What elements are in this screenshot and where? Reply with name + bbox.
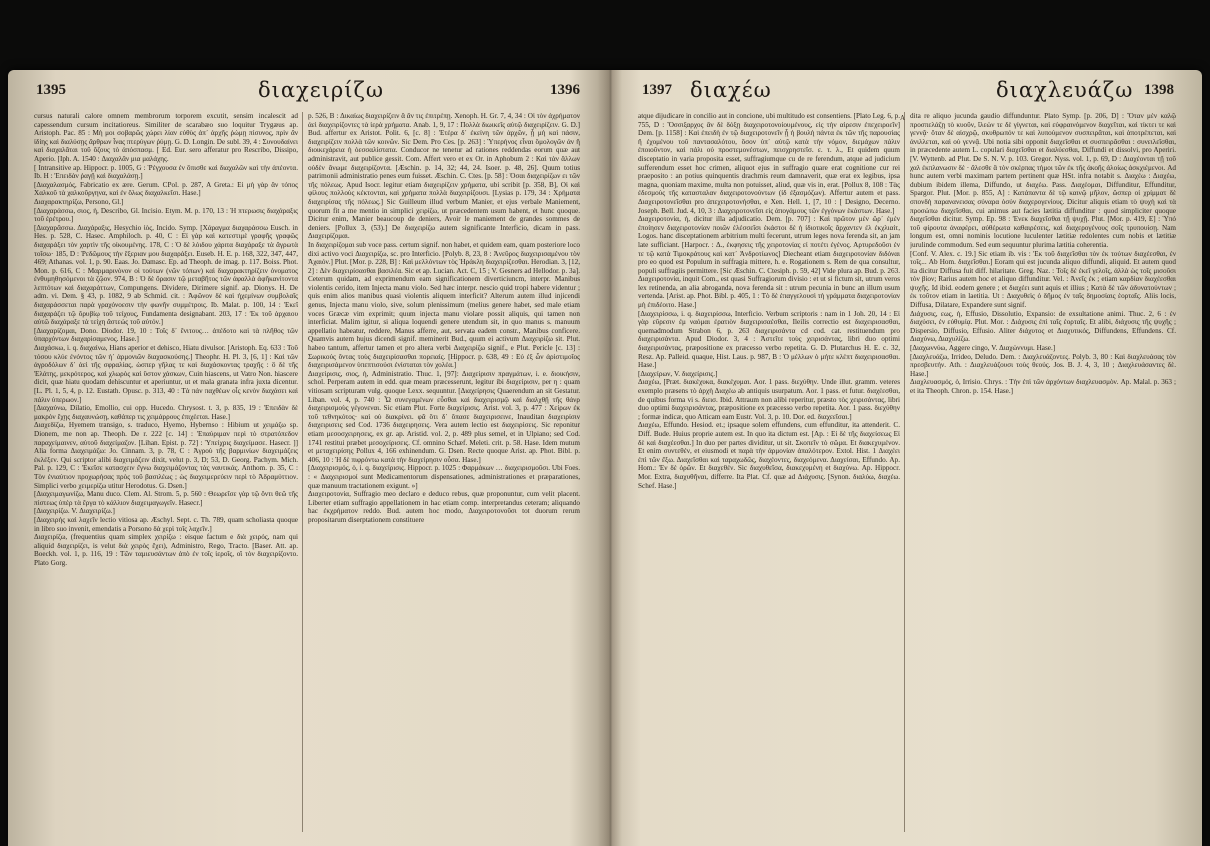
- entry-paragraph: p. 526, B : Δικαίως διαχειρίζειν ἃ ἂν τις ἐπιτρέπῃ. Xenoph. H. Gr. 7, 4, 34 : Οἱ τὸν ἀχρήματον ἀεὶ διαχειρίζοντες τὰ ἱερὰ χρήματα. Anab. 1, 9, 17 : Πολλὰ διωικεῖς αὐτῷ διαχειρίζειν. G. D.] Bud. affertur ex Aristot. Polit. 6, [c. 8] : Ἑτέρα δ᾽ ἐκείνη τῶν ἀρχῶν, ᾗ μὴ καὶ πάσιν, διαχειρίζειν πολλὰ τῶν κοινῶν. Sic Dem. Pro Ces. [p. 263] : Ὑπερήνος εἶναι ὅμολογῶν ἀν ἢ διοικεχάρεια ἡ ὀεσσαλίστατα. Conducor ne tenetur ad rationes reddendas eorum quæ aut administravit, aut publice gessit. Com. Affert vero et ex Or. in Aphobum 2 : Καὶ τὰν ἄλλων οὐδὲν ἄνωμε διαχειρίζοντα. [Æschin. p. 14, 32; 44, 24. Isoer. p. 48, 26]. Quum totius patrimonii administratio penes eum fuisset. Æschin. C. Ctes. [p. 58] : Ὁσαι διαχειρίζων ει τῶν τῆς πόλεως. Apud Isocr. legitur etiam διαχειρίζειν χρήματα, ubi scribit [p. 358, B], Οἱ καὶ φίλους πολλοὺς κέκτονται, καὶ χρήματα πολλὰ διαχειρίζουσι. [Lysias p. 179, 34 : Χρήματα διαχειρίσας τῆς πόλεως.] Sic Guilleum illud verbum Manier, et ejus verbale Maniement, quorum fit a me mentio in simplici χειρίζω, ut præcedentem usum habent, et hunc quoque. Dicitur enim, Manier beaucoup de deniers, Avoir le maniement de grandes sommes de deniers. [Pollux 3, (53).] De διαχειρίζω autem significante Interficio, dicam in pass. Διαχειρίζομαι.: [308, 112, 580, 241]
- entry-paragraph: Διαχείρισις, σιος, ἡ, Administratio. Thuc. 1, [97]: Διαχείρισιν πραγμάτων, i. e. διοικήσιν, schol. Perperam autem in edd. quæ meam præcesserunt, legitur ibi διαχείρισιν, per η : quam vitiosam scripturam vulg. quoque Lexx. sequuntur. [Διαχείρησις Quaerendum an sit Gestatur. Liban. vol. 4, p. 740 : Ὦ συνεγαμένων εὖσθαι καὶ διαχειρισμῷ καὶ διαλχθῇ τῆς θάνρ διαχειρισμοὺς γέγονεναι. Sic etiam Plut. Forte διαχείρισις. Arist. vol. 3, p. 477 : Χείρων ἐκ τοῦ τεθνηκότος· καὶ οὐ διακρίνει. φᾶ ὅτι δ᾽ ὄπασε διαχειρισεινε, Inauditan διαχειρίσιν διαχειρισεις sed Cod. 1736 διαχειρησεις. Vera autem lectio est διαχειρίσεις. Sic reponitur etiam μεσοσχειρησεις, ex gr. ap. Aristid. vol. 2, p. 489 plus semel, et in Ulpiano; sed Cod. 1741 restitui præbet μεσοχείρισεις. Cf. omnino Schæf. Meleti. crit. p. 58. Hase. Idem mutum et μεταχειρίσης Pollux 4, 166 exhinendum. G. Dsen. Recte quoque Arist. ap. Phot. Bibl. p. 406, 10 : Ἡ δὲ πιφρόντω κατὰ τὴν διαχείρησιν οὖσα. Hase.]: [308, 369, 580, 464]
- right-page-header: [634, 78, 1182, 108]
- entry-paragraph: dita re aliquo jucunda gaudio diffunduntur. Plato Symp. [p. 206, D] : Ὅταν μὲν καλῷ προσπελάζῃ τὸ κυοῦν, ἵλεών τε δὲ γίγνεται, καὶ εὐφραινόμενον διαχεῖται, καὶ τίκτει τε καὶ γεννᾷ· ὅταν δὲ αἰσχρῷ, σκυθρωπόν τε καὶ λυπούμενον συσπειρᾶται, καὶ ἀποτρέπεται, καὶ ἀνιλλεται, καὶ οὐ γεννᾷ. Ubi notia sibi opponit διαχεῖσθαι et συσπειρᾶσθαι : συνειλεῖσθαι, in præcedente autem L. copulari διαχεῖσθαι et διαλύεσθαι, Diffundi et dissolvi, pro Aperiri. [V. Wyttenb. ad Plut. De S. N. V. p. 103. Gregor. Nyss. vol. 1, p. 69, D : Διαχέονται τῇ τοῦ χαλ ἐκπλανωσιν δὲ · ἄλεσθε ἃ τὸν σκέρπας τήμοι τῶν ἐκ τῆς ἀκοῆς ἀλοίως ἀσκχιέμενοι. Ad hunc autem verbi maximam partem pertinent quæ HSt. infra notabit s. Διαχέω : Διαχέω, dubium ibidem illema, Diffundo, ut διαχέω. Pass. Διαχέομαι, Diffunditur, Effunditur, Spargor. Plut. [Mor. p. 855, A] : Κατάπαντα δὲ τῷ καινῷ μῆλον, ὥσπερ οἱ χρίμματ δὲ σπονδὴ παρανανεισας σύναρα ὁσύν διαχερογενίους. Dicitur aliquis etiam τὸ ψυχὴ καὶ τὰ προσώπω διαχεῖσθαι, cui animus aut facies lætitia diffunditur : quod simpliciter quoque διαχεῖσθαι dicitur. Symp. Ep. 98 : Ἐνεκ διαχεῖσθαι τῇ ψυχῇ. Plut. [Mor. p. 419, E] : Ὑπό τοῦ φίρουτα ἀναφέρει, αὐθέρωτα καθαιρέσεις, καὶ διαχερογένους σοῖς τρυπουίσῃ. Nam longum est, omni nominis locutione luculenter lætitiæ redolentes cum nobis et lætitiæ jurulinde commodum. Sed eum sequuntur plurima lætitia coherentia.: [910, 112, 1176, 249]
- entry-paragraph: atque dijudicare in concilio aut in concione, ubi multitudo est consentiens. [Plato Leg. 6, p. 755, D : Ὅσσιξαρχος ἂν δὲ δόξῃ διαχειροτονοίουμένους, εἰς τὴν αἱρεσιν ἐπεχειροεῖν] Dem. [p. 1158] : Καὶ ἐπειδὴ ἐν τῷ διαχειροτονεῖν ᾖ ἡ βουλὴ πάντα ἐκ τῶν τῆς παρουσίας ἢ ἐχομένου τοῦ παντασαλότου, ὅσον ὑπ᾽ αὐτῷ κατὰ τὴν νόμον, διεμάχων πάλιν ἐποιοῦντον, καὶ πάλι οὐ προστεμονέστων, πεισχρηστεῖσ. ε. τ. λ., Et quidem quum disceptatio in varia proposita esset, suffragiumque cu de re ferendum, atque ad judicium sufferendum esset hoc crimen, aliquot ejus in suffragio quare erat cognitione cur rei praeposito : an potius quinquentis drachmis reum damnaverit, quæ erat ex legibus, ipsa magna, quoniam maxime, multa non potuisset, aliud, quæ vis in, erat. [Pollux 8, 108 : Τὰς ἐδεσμοὺς τῆς κατασταλαν διαχειροτονούντων (ἰδ ἐξασμόζων). Affertur autem et pass. Διαχειροτονεῖσθαι pro ἀπεχειροτονήσθαι, e Xen. Hell. 1, [7, 10 : [ Designo, Decerno. Joseph. Bell. Jud. 4, 10, 3 : Διαχειροτονεῖσι εἰς ἀπογάμους τῶν ἐγγόνων ἑκάστων. Hase.]: [638, 112, 900, 215]
- book-gutter: [598, 70, 622, 846]
- entry-paragraph: [Διαχειρής καὶ λαχεῖν lectio vitiosa ap. Æschyl. Sept. c. Th. 789, quam scholiasta quoque in libro suo invenit, emendatis a Porsono δὰ χερὶ τοῖς λαχεῖν.]: [34, 515, 298, 533]
- entry-paragraph: [Διαχείρων, V. διαχείρισις.]: [638, 369, 718, 378]
- entry-paragraph: Διαχειρίζω, (frequentius quam simplex χειρίζω : eisque factum e διὰ χειρός, nam qui aliquid διαχειρίζει, is velut διὰ χειρὸς ἔχει), Administro, Rego, Tracto. [Baser. Att. ap. Boeckh. vol. 1, p. 116, 19 : Τῶν ταμιευσάντων ἀπὸ ἐν τοῖς ἱεροῖς, οἳ τὸν διαχειρίζοντο. Plato Gorg.: [34, 533, 298, 567]
- page-number: 1396: [550, 82, 580, 98]
- right-column-b: [910, 112, 1176, 838]
- entry-paragraph: [Διαχειμαγωνίζω, Manu duco. Clem. Al. Strom. 5, p. 560 : Θεωρεῖσε γὰρ τῷ ὄντι θεῶ τῆς πίστεως ὑπὲρ τὰ ἔργα τὸ κάλλιον διαχειμαγωγεῖν. Hasecr.]: [34, 490, 298, 507]
- left-column-a: [34, 112, 298, 838]
- left-page-columns: [28, 112, 588, 838]
- page-number: 1397: [642, 82, 672, 98]
- entry-paragraph: [ Intransitive ap. Hippocr. p. 1005, G : Ῥέγχουσα ἐν ὅπισθε καὶ διαχαλῶν καὶ τὴν ἀπέοντα. Ib. H : Ἐπειδὰν ῥαγῇ καὶ διαχαλάσῃ.]: [34, 163, 298, 181]
- entry-paragraph: Διαχεδίζω, Hyemem transigo, s. traduco, Hyemo, Hybernso : Hibium ut χειμάζω sp. Dionem, me non ap. Theoph. De r. 222 [c. 14] : Ἐπαύριμαν περὶ τὸ στρατόπεδον παραχείμαινεν, αὐτοῦ διαχείμαζον. [Lihan. Epist. p. 72] : Ὑπείχρις διαχείμασε. Hasecr. ]] Alia forma Διαχειμάζω: Jo. Cinnam. 3, p. 78, C : Ἀγροὺ τῆς βαρμινίων διαχειμάζεις ἐκλέξεν. Qui scriptor alibi διαχειμάζειν dixit, velut p. 3, D; 53, D. Georg. Pachym. Mich. Pal. p. 129, C : Ἐκεῖσε κατασχειν ἔγνω διαχειμάζοντας τὰς ναυτικάς. Anthom. p. 35, C : Τὸν ἐνιαύτιον προχωρήσας πρὸς τοῦ βασιλέως ; ὡς διαχειμερεύειν περὶ τὸ Ἀδραμύττιον. Simplici verbo χειμερίζω utitur Herodotus. G. Dsen.]: [34, 421, 298, 490]
- entry-paragraph: [Διαχαρᾶσσω. Διαχάραξις, Hesychio ἰὸς, Incido. Symp. [Χάραγμα διαχαράσσω Eusch. in Hes. p. 528, C. Hasec. Amphiloch. p. 40, C : Εἰ γὰρ καὶ κατεστιμὲ γραφῆς γραφῶς διαχαράξει τὸν χαρτὶν τῆς οἰκουμένης. 178, C : Ὁ δὲ λόιδου χάριτα διαχάραξε τὰ ἄγρωτὰ τοῖσω· 185, D : Ῥεδῶμους τὴν ἕξεριαν μου διαχαράξει. Euseb. H. E. p. 168, 322, 347, 447, 469; Athanas. vol. 1, p. 90. Eaas. Jo. Damasc. Ep. ad Theoph. de imag. p. 117. Boiss. Phot. Mon. p. 616, C : Μαρμαρινὸνον οἱ τούτων (νῶν τόπων) καὶ διαχαρακτηρίζειν ὀνοματος ἐνθυμηθησόμενοι τὰ ζῷον. 974, B : Ὁ δὲ ὄρασιν τῷ μεταβῆτος τῶν ἀφαλλὰ ἀφῆκανίτοντα λεπτότων καὶ διαχαράττων, Compungens. Dividere, Dirimere signif. ap. Dionys. H. De adm. vi. Dem. § 43, p. 1082, 9 ab Schmid. cit. : Ἀφῶνον δὲ καὶ ἠχεμίνων συμβολαῖς διαχαράσσεται παρὰ γραχόνοεσιν τὴν φωνῆν συμμέτροις. Ib. Malat. p. 100, 14 : Ἐκεῖ διαχαράζει τῷ ὄρυβίῳ τοῦ τείχους, Fundamenta designabant. 203, 17 : Ἐκ τοῦ ἀρχαιου αὐτῶ διαχάραξε τὰ τείχη ἄστεώς τοῦ αὐτόν.]: [34, 223, 298, 327]
- page-number: 1398: [1144, 82, 1174, 98]
- entry-paragraph: Διαχάσκω, i. q. διαχαίνω, Hians aperior et dehisco, Hiatu divulsor. [Aristoph. Eq. 633 : Τοῦ τόσου κλύε ἐνόντος τῶν ἡ᾽ ἁρμονιῶν διαχασκούσης.] Theophr. H. Pl. 3, [6, 1] : Καὶ τῶν ἀγροδόλων δ᾽ ἀεὶ τῆς σφραλίας, ὡσπερ γῆλας τε καὶ διαχάσκοντας τραχῆς : ὃ δὲ τῆς Ἐλάτης, μεκρότερος, καὶ χλωρὸς καὶ ὕστον χάσκων, Cuin hiascens, ut Vatro Non. hiascere dicit, quæ hiatu quodam dehiscuntur et aperiuntur, ut et mala granata infra juxta dicentur. [L. Pl. 1, 5, 4, p. 12. Eustath. Opusc. p. 313, 40 : Τὰ πάν παχθέων οἷς κενὸν διαχάσει καὶ πάλιν ὑπερωον.]: [34, 344, 298, 404]
- entry-paragraph: [Conf. V. Alex. c. 19.] Sic etiam ib. vis : Ἐκ τοῦ διαχεῖσθαι τὸν ἐκ τούτων διαχέεσθαι, ἐν τοῖς... Ab Hom. διαχεῖσθαι.] Eoram qui est jucunda aliquo diffundi, aliquid. Et autem quod ita dicitur Diffusa fuit diff. hilaritate. Greg. Naz. : Τοῖς δὲ ἐκεῖ γελοῖς, ἀλλὰ ὡς τοῖς μισοῦσι τὸν βίον; Rarius autem hoc et aliquo diffunditur. Vel. : Ἀνεῖς ἐκ ; etiam καρδίαν διαχέεσθαι ψυχῆς. Id ibid. eodem genere ; et διαχέει sunt aquis et illius ; Κατὰ δὲ τῶν ἀδυνατούντων ; ἐκ τοῦτον etiam in laetitia. Ut : Διαχυθεὶς ὁ δῆμος ἐν ταῖς δημοσίαις ἑορταῖς. Aliis locis, Diffusa, Dilatare, Expandere sunt signif.: [910, 249, 1176, 310]
- running-head-right: διαχλευάζω: [996, 78, 1134, 102]
- column-rule: [904, 112, 905, 832]
- right-column-a: [638, 112, 900, 838]
- left-page-header: [28, 78, 588, 108]
- entry-paragraph: Διαχέω, [Præt. διακέχυκα, διακέχυμαι. Aor. 1 pass. διεχύθην. Unde illut. gramm. veteres exemplo præsens τὸ ἀρχὴ Διαχέω ab antiquis usurpatum. Aor. 1 pass. et futur. διαχέεσθαι, de quibus forma vi s. διεισ. Ibid. Attraum non alibi reperitur, præsto τὸς χειρισάντας, libri duo optimi διαχειρισάντας, præpositione ex præcesso verbo repetita. Aor. 1 pass. διεχύθην ; formæ indicæ, quo Atticam eam Eustr. Vol. 3, p. 10. Dor. ed. διαχεεῖσαι.]: [638, 378, 900, 421]
- entry-paragraph: [Διαχαύνω, Dilatio, Emollio, cui opp. Hucedo. Chrysost. t. 3, p. 835, 19 : Ἐπειδὰν δὲ μακρὸν ἔχῃς διαχαυνώσῃ, καθάπερ τις χειμάρρους ἐπιχέεται. Hase.]: [34, 404, 298, 421]
- right-page-columns: [634, 112, 1182, 838]
- entry-paragraph: [Διαχειρίζω. V. Διαχειρίζω.]: [34, 507, 115, 516]
- entry-paragraph: Διαχέω, Effundo. Hesiod. et.; ipsaque solem effundens, cum effunditur, ita attenderit. C. Diff. Bude. Huius proprie autem est. In quo ita dictum est. [Ap. : Εἰ δὲ τῆς διαχείσεως Εἰ δὲ καὶ διαχέεσθαι.] In duo per partes dividitur, ut sit. Σκοπεῖν τὸ σῶμα. Et διακεχυμένον. Et enim συντεθέν, et eiusmodi et παρὰ τὴν ἀρμονίαν ἁπαλότερον. Extol. Hist. 1 Διαχέει ἐπὶ τῶν ἔξω. Διαχεῖσθαι καὶ ταραχωδῶς, διαχέοντες, διαχεόμενα. Διαχείσαι, Effundo. Ap. Hom.: Ἐν δὲ ὁρῶν. Et διαχεθέν. Sic διαχυθεῖσα, διακεχυμένη et διαχύνω. Ap. Hippocr. Mor. Extra, διαχυθῆναι, differre. Ita Plat. Cf. quæ ad Διάχυσις. [Synon. διαλύω, διαχέω. Schef. Hase.]: [638, 421, 900, 490]
- entry-paragraph: [Διαχειρίσσω, i. q. διαχειρίσσω, Interficio. Verbum scriptoris : nam in 1 Joh. 20, 14 : Εἰ γὰρ εὔρεσιν ἐμ ναόμαι ἐρατιὸν διαχειρισαέσθαι, Ileilis correctio est διαχειρισασθαι, quemadmodum Strabon 6, p. 263 διαχειρισάντα cd cod. cat. restituendum pro διαχειρισάντα. Apud Diodor. 3, 4 : Ἀστεῖτε τοὺς χειρισάντας, libri duo optimi διαχειρισάντας, præpositione ex præcesso verbo repetita. G. D. Plutarchus H. E. c. 32, Resz. Ap. Palleid. quaque, Hist. Laus. p. 987, B : Ὁ μέλλων ὁ μήτε κλέπτ διαχειρισασθαι. Hase.]: [638, 309, 900, 370]
- running-head-left: διαχέω: [690, 78, 772, 102]
- margin-letter: A: [900, 114, 906, 122]
- book-spread: [8, 70, 1202, 846]
- entry-paragraph: Διαχειροτονία, Suffragio meo declaro e deduco rebus, quæ proponuntur, cum velit placent. Liberter etiam suffragio appellationem in hac etiam comp. interpretandus ceteram; aliquando hac ἐκχρήματον reddo. Bud. autem hoc modo, Διαχειροτονοῦσι tot duorum rerum propositarum diserptationem constituere: [308, 490, 580, 524]
- entry-paragraph: Διάχυσις, εως, ἡ, Effusio, Dissolutio, Expansio: de exsultatione animi. Thuc. 2, 6 : ἐν διαχύσει, ἐν εὐθυμίᾳ. Plut. Mor. : Διάχυσις ἐπὶ ταῖς ἑορταῖς. Et alibi, διάχυσις τῆς ψυχῆς ; Dispersio, Diffusio, Effusio. Aliter διάχυτος et Διαχυτικός, Diffundens, Effundens. Cf. Διαχύνω, Διαχυλίζω.: [910, 309, 1176, 344]
- left-column-b: [308, 112, 580, 838]
- entry-paragraph: Διαχαρακτηρίζω, Persono, Gl.]: [34, 197, 124, 206]
- entry-paragraph: In διαχειρίζομαι sub voce pass. certum signif. non habet, et quidem eam, quam posteriore loco dixi activo voci Διαχειρίζω, sc. pro Interficio. [Polyb. 8, 23, 8 : Ἀνεῦρος διαχειρισαμένου τὸν Ἀχαιόν.] Plut. [Mor. p. 228, B] : Καὶ μελλόντων τὸς Ἡράκλη διαχειρίζεσθαι. Herodian. 3, [12, 2] : Δὲν διαχειρίσασθαι βασιλέα. Sic et ap. Lucian. Act. C, 15 ; V. Gesners ad Hellodor. p. 3a]. Ceterum quidam, ad exprimendum eam significationem diverticiuncm, interpr. Manibus violentis cerido, item Injecta manu violo. Sed hæc interpr. nescio quid tropi habere videntur ; quis enim alios manibus quasi violentis aliquem interficit? Alterum autem illud injicendi genus, Injecta manu violo, sive, solum plenissimum (melius genere habet, sed male etiam voces Græcæ vim exprimit; quum injecta manu violare possit aliquis, qui tamen non interficiat. Malim igitur, si aliqua loquendi genere utendum sit, in quo manus s. manuum appellatio habeatur, reddere, Manus afferre, aut, servata eadem constr., Manibus conficere. Quamvis autem hujus dicendi signif. meminerit Bud., quum ei activum Διαχειρίζω sit. Plut. habeo tantum, affertur tamen et pro altera verbi Διαχειρίζω signif., e Plut. Pericle [c. 13] : Σωρικούς ὄντας τοὺς διαχειρίσασθαι πορειαίς. [Hippocr. p. 638, 49 : Εὐ ἐξ ὧν ἀρίστιμοῖος διαχειρισάμενον ὑπεπτισούσι ἐνίσταται τὸν χολέα.]: [308, 240, 580, 370]
- entry-paragraph: Διαχλευασμός, ὁ, Irrisio. Chrys. : Τὴν ἐπὶ τῶν ἀρχόντων διαχλευασμὸν. Ap. Malal. p. 363 ; et ita Theoph. Chron. p. 154. Hase.]: [910, 378, 1176, 395]
- entry-paragraph: [Διαχειρισμός, ὁ, i. q. διαχείρισις. Hippocr. p. 1025 : Φαρμάκων … διαχειρισμοῦσι. Ubi Foes. : « Διαχειρισμοί sunt Medicamentorum dispensationes, administrationes et præparationes, quæ manuum tractationem exigunt. »]: [308, 464, 580, 490]
- entry-paragraph: Διαχειροτονία, ἡ, dicitur illa adjudicatio. Dem. [p. 707] : Καὶ πρῶτον μὲν ὥρ᾽ ἐμὲν ἐποίησεν διαχειροτονίαν ποιῶν ἐλέσσεῖσι ἑκάστοι δὲ ἡ ἰδιοτικοῖς ἄρχαντεν ἐλ ἐκχλιαίτ, Logos. hanc disceptationem arbitrium multi fecerunt, utrum leges nova ferenda sit, an jam late sufficiant. [Harpocr. : Δ., ἐκφησεις τῆς χειροτονίας εἰ ποτέτι ἐγένος. Αρτυρεδοῦσι ἐν τε τῷ κατὰ Τιμοκράτους καὶ κατ᾽ Ἀνδροτίωνος] Diecheant etiam διαχειροτονίαν διδόναι pro eo quod est Populum in suffragia mittere, h. e. Rogationem s. Rem de qua consultur, populi suffragiis permittere. [Sic Æschin. C. Ctesiph. p. 59, 42] Vide plura ap. Bud. p. 263. Διαχειροτονία, inquit Com., est quasi Suffragiorum divisio : et ut si fictum sit, utrum veros lex retinenda, an alia abroganda, nova ferenda sit : utrum pecunia in bunc an illum usum vertenda. [Arist. ap. Phot. Bibl. p. 405, 1 : Τὸ δὲ ἐπαγγελουσὶ τὴ γράμματα διαχειροτονίαν μὴ ἐπιδέοιτο. Hase.]: [638, 215, 900, 310]
- right-page: [634, 78, 1182, 838]
- left-page: [28, 78, 588, 838]
- page-number: 1395: [36, 82, 66, 98]
- entry-paragraph: [Διαχαράσσω, σιος, ἡ, Describo, Gl. Incisio. Etym. M. p. 170, 13 : Ἡ πτερωσις διαχάραξις τοῦ ἐρέτρου.]: [34, 206, 298, 224]
- column-rule: [302, 112, 303, 832]
- entry-paragraph: cursus naturali calore omnem membrorum torporem excutit, sensim incalescit ad capessendum cursum incitatioreus. Similiter de scarabæo suo loquitur Trygæus ap. Aristoph. Pac. 85 : Μὴ μοι σοβαρῶς χώρει λίαν εὐθὺς ἀπ᾽ ἀρχῆς ῥώμῃ πίσυνος, πρὶν ἂν ἰδίης καὶ διαλύσῃς ἄρθρων ἶνας πτερύγων ῥύμῃ. G. D. Longin. De subl. 39, 4 : Συνουδαίνει καὶ διαχαλᾶται τοῦ ὄζους τὸ ἀπόσπασμ. [ Ed. Eur. sero afferatur pro Rescribo, Dissipo, Aperio. [Iph. A. 1540 : Διαχαλᾶν μια μαλάχης.: [34, 112, 298, 163]
- entry-paragraph: [Διαχαρίζομαι, Dono. Diodor. 19, 10 : Τοῖς δ᾽ ἔνιτους… ἀπέδοτο καὶ τὰ πλῆθος τῶν ὑπαρχόντων διαχαρίσαμενος. Hase.]: [34, 326, 298, 344]
- running-head: διαχειρίζω: [258, 78, 384, 102]
- entry-paragraph: [Διαχαλασμός, Fabricatio ex ære. Gerum. CPol. p. 287, A Greta.: Εἰ μὴ γὰρ ἂν τόπος Χαλκοῦ τὰ χαλκοῦργηνα, καὶ ἐν ὅλως διαχαλκεῖσι. Hase.]: [34, 180, 298, 198]
- entry-paragraph: [Διαχωννύω, Aggere cingo, V. Διαχώννυμι. Hase.]: [910, 344, 1056, 353]
- entry-paragraph: [Διαχλευάζω, Irrideo, Deludo. Dem. : Διαχλευάζοντες. Polyb. 3, 80 : Καὶ διαχλευάσας τὸν πρεσβευτήν. Ath. : Διαχλευάζουσι τοὺς θεούς. Jos. B. J. 4, 3, 10 ; Διαχλευάσαντες δὲ. Hase.]: [910, 352, 1176, 378]
